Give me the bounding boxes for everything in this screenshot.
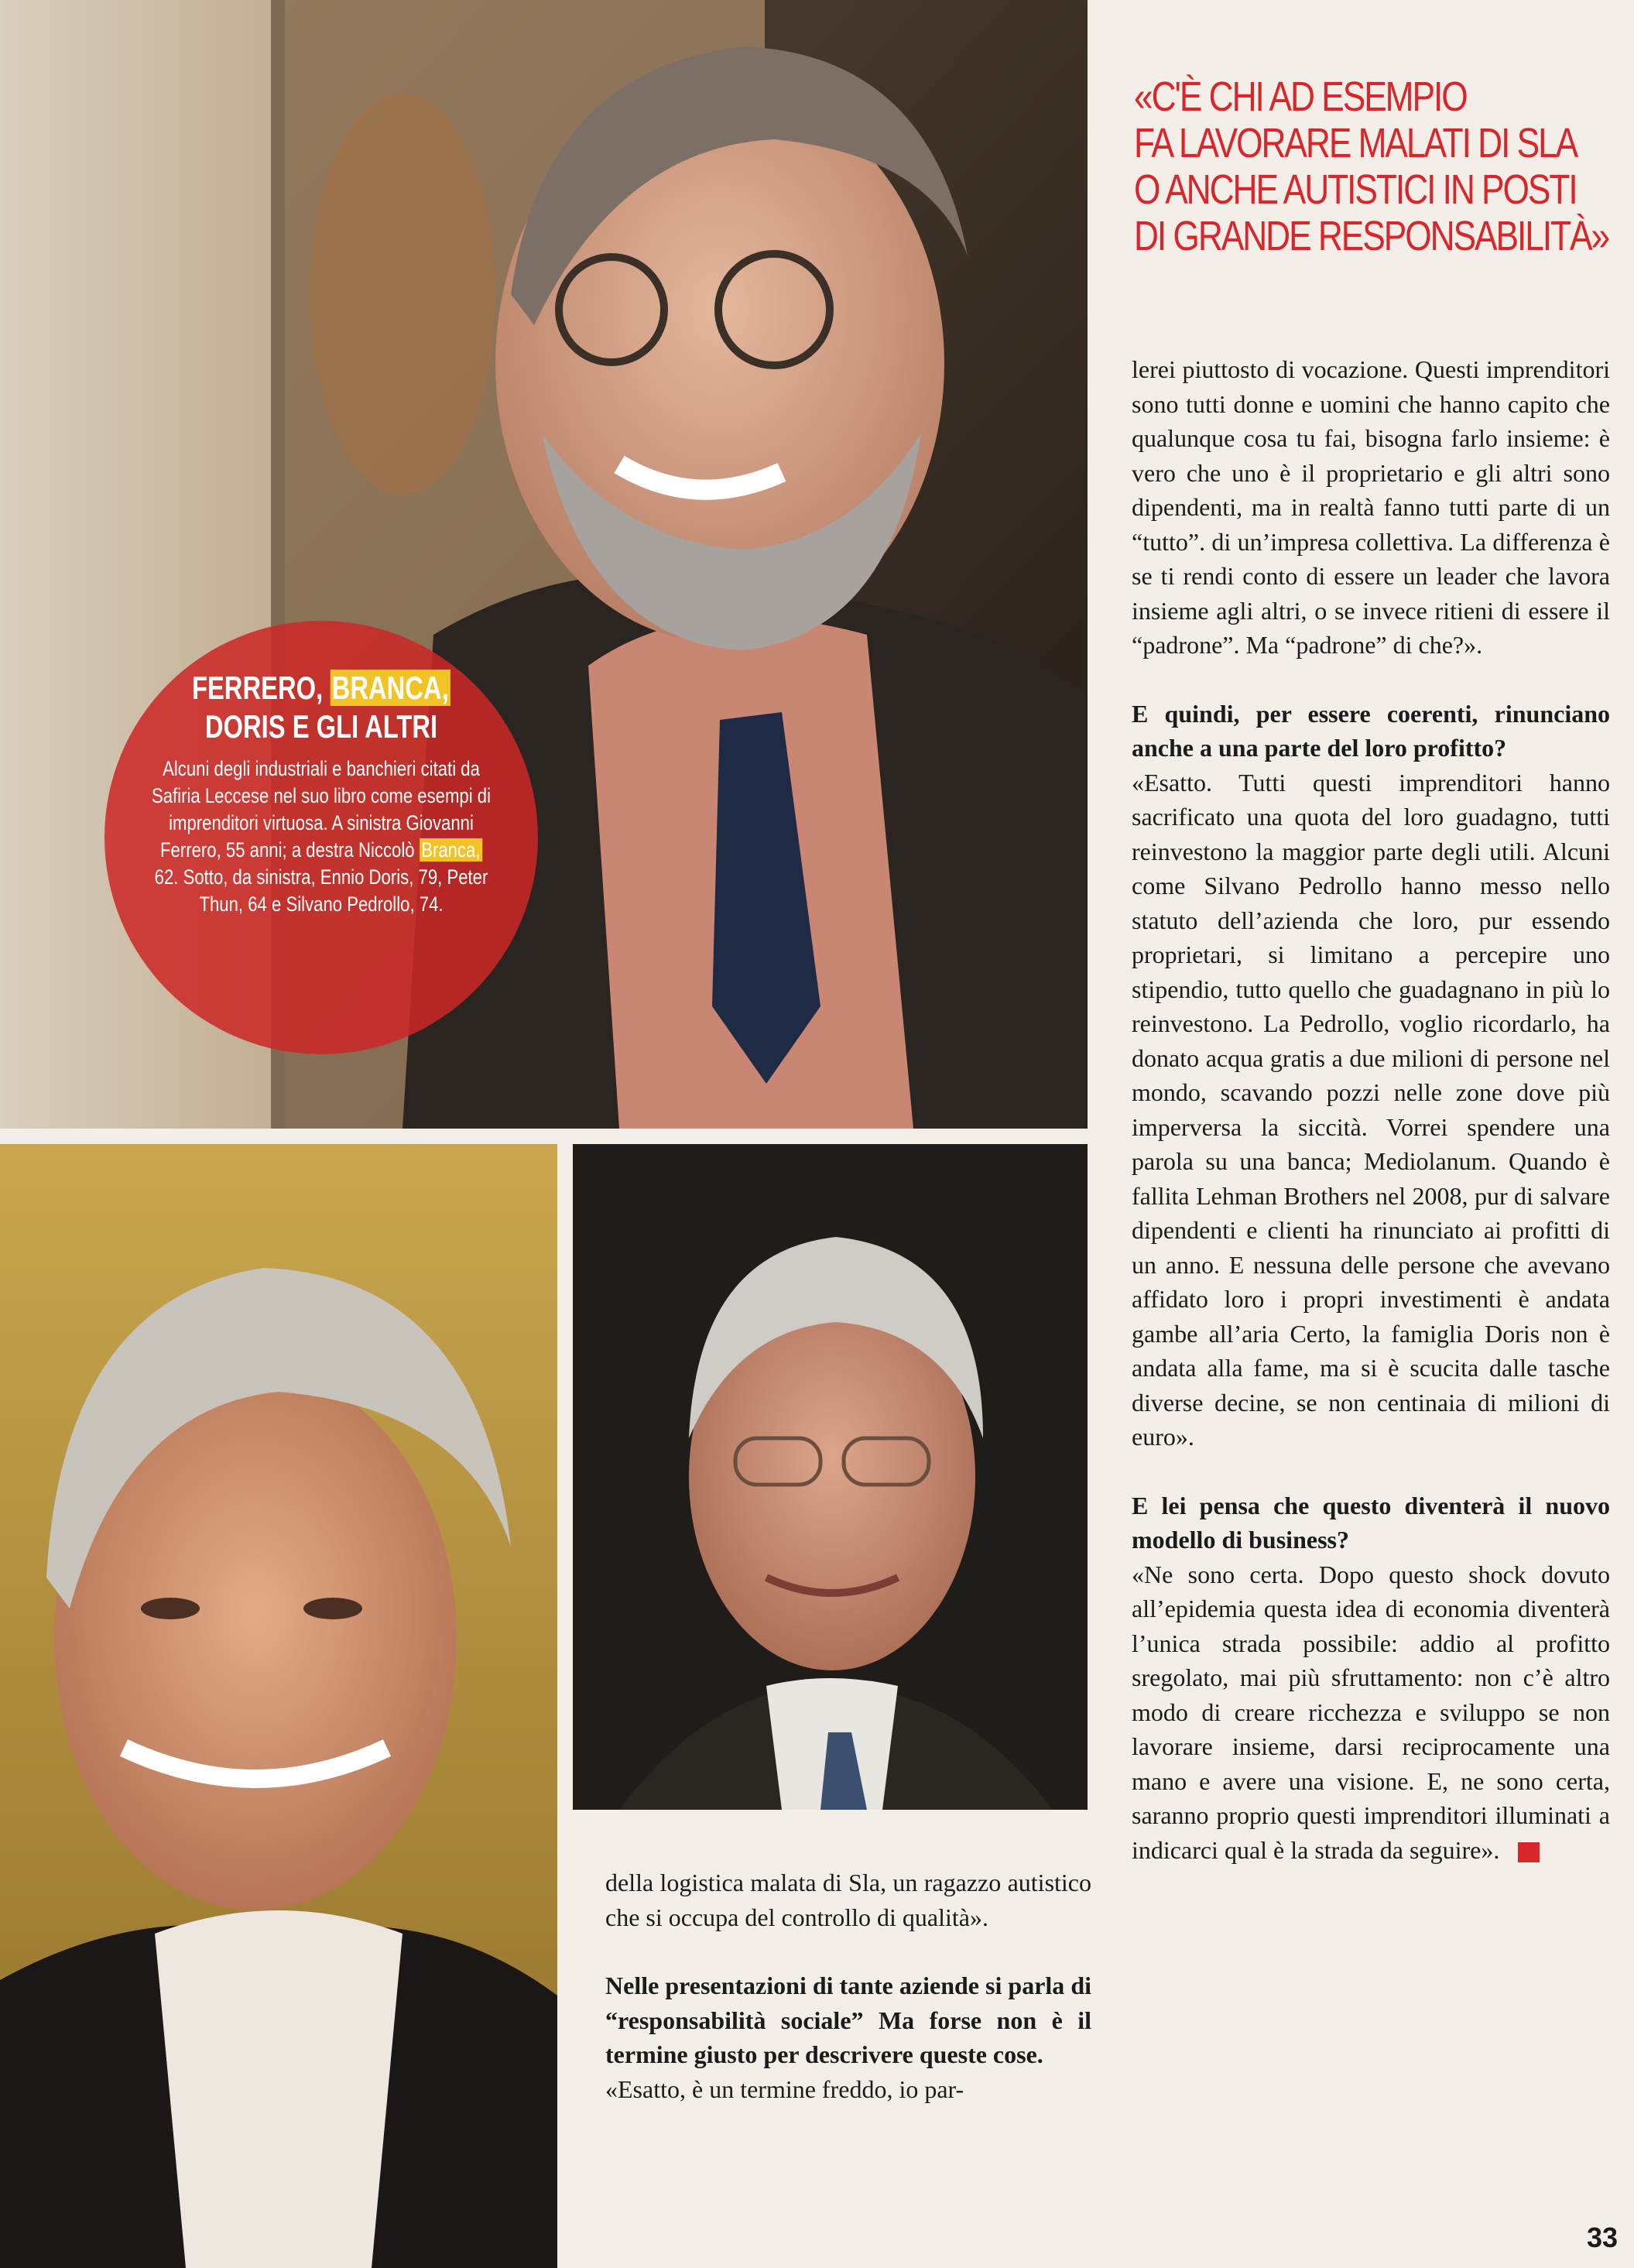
paragraph-vocation: lerei piuttosto di vocazione. Questi imprenditori sono tutti donne e uomini che hanno capito che qualunque cosa tu fai, bisogna farlo insieme: è vero che uno è il proprietario e gli altri sono dipendenti, ma in realtà fanno tutti parte di un “tutto”. di un’impresa collettiva. La differenza è se ti rendi conto di essere un leader che lavora insieme agli altri, o se invece ritieni di essere il “padrone”. Ma “padrone” di che?». (1132, 355, 1610, 659)
photo-thun (0, 1144, 557, 2268)
caption-title-highlight: BRANCA, (330, 670, 450, 706)
photo-caption (104, 621, 538, 1054)
pull-quote-line-1: «C'È CHI AD ESEMPIO (1134, 74, 1467, 120)
pull-quote (1134, 74, 1616, 259)
photo-doris-illustration (573, 1144, 1088, 1810)
paragraph-business-answer (1132, 1557, 1610, 1868)
caption-body-part2: 62. Sotto, da sinistra, Ennio Doris, 79, Peter Thun, 64 e Silvano Pedrollo, 74. (154, 865, 488, 916)
question-social-responsibility: Nelle presentazioni di tante aziende si parla di “responsabilità sociale” Ma forse non è il termine giusto per descrivere queste cose. (605, 1972, 1091, 2068)
pull-quote-line-3: O ANCHE AUTISTICI IN POSTI (1134, 166, 1577, 213)
page-number: 33 (1587, 2222, 1619, 2253)
caption-title (176, 669, 466, 746)
paragraph-business-answer-text: «Ne sono certa. Dopo questo shock dovuto all’epidemia questa idea di economia diventerà l’unica strada possibile: addio al profitto sregolato, mai più sfruttamento: non c’è altro modo di creare ricchezza e sviluppo se non lavorare insieme, darsi reciprocamente una mano e avere una visione. E, ne sono certa, saranno proprio questi imprenditori illuminati a indicarci qual è la strada da seguire». (1132, 1560, 1610, 1864)
pull-quote-line-2: FA LAVORARE MALATI DI SLA (1134, 120, 1577, 166)
paragraph-cold-term: «Esatto, è un termine freddo, io par- (605, 2074, 964, 2103)
photo-thun-illustration (0, 1144, 557, 2268)
article-column-middle (605, 1865, 1091, 2106)
question-business-model: E lei pensa che questo diventerà il nuovo modello di business? (1132, 1491, 1610, 1554)
photo-doris (573, 1144, 1088, 1810)
caption-body-part1: Alcuni degli industriali e banchieri citati da Safiria Leccese nel suo libro come esempi di imprenditori virtuosa. A sinistra Giovanni Ferrero, 55 anni; a destra Niccolò (151, 757, 492, 862)
caption-title-line2: DORIS E GLI ALTRI (204, 708, 438, 745)
paragraph-profit-answer: «Esatto. Tutti questi imprenditori hanno sacrificato una quota del loro guadagno, tutti reinvestono la maggior parte degli utili. Alcuni come Silvano Pedrollo hanno messo nello statuto dell’azienda che loro, pur essendo proprietari, si limitano a percepire uno stipendio, tutto quello che guadagnano in più lo reinvestono. La Pedrollo, voglio ricordarlo, ha donato acqua gratis a due milioni di persone nel mondo, scavando pozzi nelle zone dove più imperversa la siccità. Vorrei spendere una parola su una banca; Mediolanum. Quando è fallita Lehman Brothers nel 2008, pur di salvare dipendenti e clienti ha rinunciato ai profitti di un anno. E nessuna delle persone che avevano affidato loro i propri investimenti è andata gambe all’aria Certo, la famiglia Doris non è andata alla fame, ma si è scucita dalle tasche diverse decine, se non centinaia di milioni di euro». (1132, 768, 1610, 1451)
paragraph-logistics: della logistica malata di Sla, un ragazzo autistico che si occupa del controllo di qualità». (605, 1869, 1091, 1931)
caption-body (150, 755, 493, 918)
end-of-article-mark (1518, 1842, 1540, 1862)
article-column-right (1132, 352, 1610, 1867)
caption-title-part1: FERRERO, (191, 670, 331, 706)
pull-quote-line-4: DI GRANDE RESPONSABILITÀ» (1134, 213, 1609, 259)
caption-body-highlight: Branca, (420, 838, 482, 862)
question-profit: E quindi, per essere coerenti, rinunciano anche a una parte del loro profitto? (1132, 699, 1610, 762)
